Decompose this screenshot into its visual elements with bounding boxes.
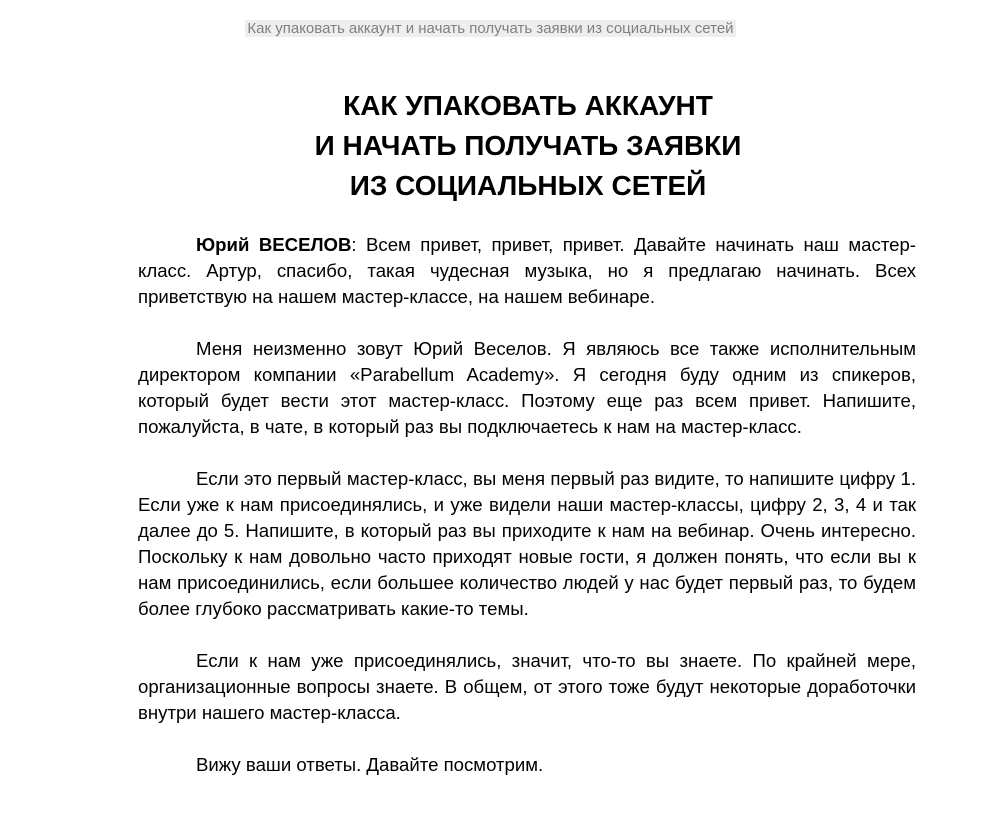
paragraph-5: Вижу ваши ответы. Давайте посмотрим. — [196, 754, 544, 775]
paragraph-4: Если к нам уже присоединялись, значит, что-то вы знаете. По крайней мере, организационные вопросы знаете. В общем, от этого тоже будут некоторые доработочки внутри нашего мастер-класса. — [138, 650, 916, 723]
paragraph-3: Если это первый мастер-класс, вы меня первый раз видите, то напишите цифру 1. Если уже к нам присоединялись, и уже видели наши мастер-классы, цифру 2, 3, 4 и так далее до 5. Напишите, в который раз вы приходите к нам на вебинар. Очень интересно. Поскольку к нам довольно часто приходят новые гости, я должен понять, что если вы к нам присоединились, если большее количество людей у нас будет первый раз, то будем более глубоко рассматривать какие-то темы. — [138, 468, 916, 619]
document-title — [140, 86, 916, 206]
title-line-1: КАК УПАКОВАТЬ АККАУНТ — [343, 90, 713, 121]
paragraph-2: Меня неизменно зовут Юрий Веселов. Я являюсь все также исполнительным директором компании «Parabellum Academy». Я сегодня буду одним из спикеров, который будет вести этот мастер-класс. Поэтому еще раз всем привет. Напишите, пожалуйста, в чате, в который раз вы подключаетесь к нам на мастер-класс. — [138, 338, 916, 437]
paragraph-1 — [138, 232, 916, 310]
title-line-2: И НАЧАТЬ ПОЛУЧАТЬ ЗАЯВКИ — [314, 130, 742, 161]
document-body — [138, 232, 916, 804]
paragraph-1-text: Всем привет, привет, привет. Давайте начинать наш мастер-класс. Артур, спасибо, такая чудесная музыка, но я предлагаю начинать. Всех приветствую на нашем мастер-классе, на нашем вебинаре. — [138, 234, 916, 307]
speaker-name: Юрий ВЕСЕЛОВ — [196, 234, 352, 255]
title-line-3: ИЗ СОЦИАЛЬНЫХ СЕТЕЙ — [349, 170, 707, 201]
speaker-separator: : — [351, 234, 367, 255]
running-header — [0, 19, 981, 39]
running-header-text: Как упаковать аккаунт и начать получать заявки из социальных сетей — [247, 20, 734, 37]
